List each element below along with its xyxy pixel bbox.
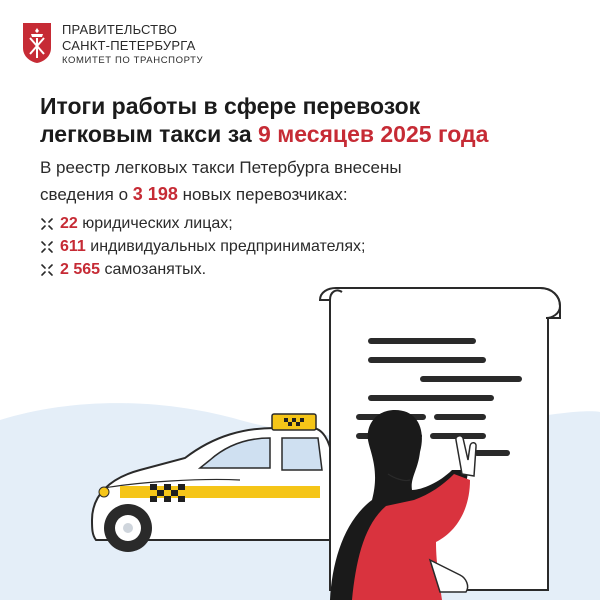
coat-of-arms-icon: [22, 22, 52, 64]
title-period: 9 месяцев 2025 года: [258, 121, 489, 148]
org-line-1: ПРАВИТЕЛЬСТВО: [62, 22, 178, 37]
org-line-2: САНКТ-ПЕТЕРБУРГА: [62, 37, 196, 53]
title-line-2: [40, 120, 580, 148]
title-line-1: Итоги работы в сфере перевозок: [40, 93, 421, 119]
bullet-icon: [40, 263, 54, 277]
bullet-icon: [40, 240, 54, 254]
list-item-number: 2 565: [60, 261, 101, 279]
list-item-text: индивидуальных предпринимателях;: [85, 238, 366, 256]
intro-text: [40, 156, 580, 207]
intro-line-2-start: сведения о: [40, 184, 133, 204]
list-item-text: юридических лицах;: [77, 215, 233, 232]
carriers-list: [40, 212, 365, 282]
list-item-number: 611: [60, 238, 86, 256]
org-line-3: КОМИТЕТ ПО ТРАНСПОРТУ: [62, 55, 204, 67]
list-item-number: 22: [60, 215, 78, 232]
bullet-icon: [40, 217, 54, 231]
list-item: [40, 212, 365, 235]
title-line-2-start: легковым такси за: [40, 121, 259, 148]
list-item-text: самозанятых.: [100, 261, 207, 279]
list-item: [40, 235, 365, 258]
list-item: [40, 258, 365, 281]
intro-line-2-end: новых перевозчиках:: [177, 184, 348, 204]
intro-line-1: В реестр легковых такси Петербурга внесены: [40, 158, 402, 177]
intro-line-2: [40, 181, 580, 208]
organization-name: [62, 22, 203, 67]
page-title: [40, 92, 580, 148]
total-carriers-number: 3 198: [132, 183, 178, 204]
